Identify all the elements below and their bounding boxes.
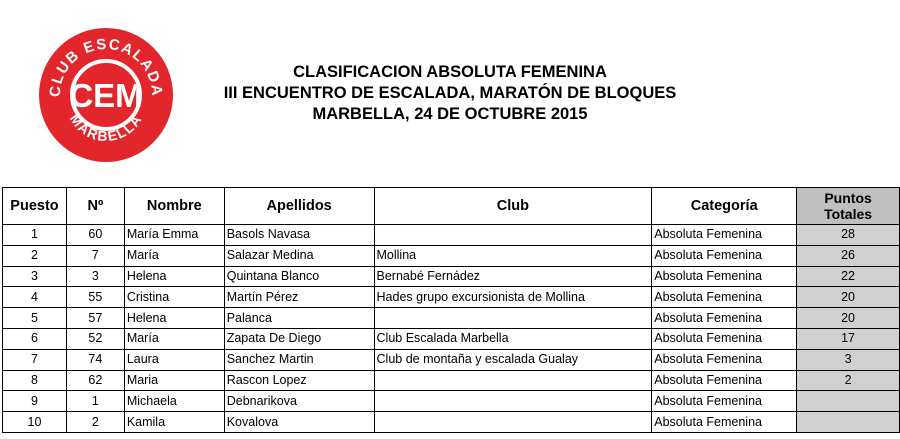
cell-apellidos: Debnarikova (224, 391, 374, 412)
cell-puntos: 20 (797, 308, 900, 329)
cell-apellidos: Kovalova (224, 412, 374, 433)
col-header-apellidos: Apellidos (224, 188, 374, 225)
cell-numero: 52 (66, 328, 124, 349)
cell-puntos: 26 (797, 245, 900, 266)
cell-puntos (797, 412, 900, 433)
cell-nombre: Michaela (124, 391, 224, 412)
cell-categoria: Absoluta Femenina (652, 391, 797, 412)
cell-puntos: 20 (797, 287, 900, 308)
table-row (3, 245, 900, 266)
cell-puesto: 10 (3, 412, 67, 433)
cell-categoria: Absoluta Femenina (652, 225, 797, 246)
cell-apellidos: Palanca (224, 308, 374, 329)
cell-club: Bernabé Fernádez (374, 266, 652, 287)
cell-numero: 57 (66, 308, 124, 329)
cell-puntos: 22 (797, 266, 900, 287)
table-row (3, 266, 900, 287)
cell-numero: 55 (66, 287, 124, 308)
cell-nombre: Cristina (124, 287, 224, 308)
cell-puesto: 5 (3, 308, 67, 329)
cell-puntos: 2 (797, 370, 900, 391)
cell-puesto: 8 (3, 370, 67, 391)
cell-puesto: 3 (3, 266, 67, 287)
table-row (3, 225, 900, 246)
cell-nombre: María (124, 328, 224, 349)
club-logo (38, 27, 174, 163)
col-header-puntos-line1: Puntos (824, 190, 872, 206)
cell-apellidos: Basols Navasa (224, 225, 374, 246)
cell-apellidos: Sanchez Martin (224, 349, 374, 370)
table-row (3, 412, 900, 433)
cell-nombre: Kamila (124, 412, 224, 433)
title-line-2: III ENCUENTRO DE ESCALADA, MARATÓN DE BLOQUES (223, 84, 677, 102)
col-header-numero: Nº (66, 188, 124, 225)
cell-apellidos: Zapata De Diego (224, 328, 374, 349)
cell-numero: 74 (66, 349, 124, 370)
cell-numero: 2 (66, 412, 124, 433)
table-row (3, 308, 900, 329)
col-header-puntos (797, 188, 900, 225)
cell-nombre: Laura (124, 349, 224, 370)
cell-categoria: Absoluta Femenina (652, 287, 797, 308)
logo-top-text: CLUB ESCALADA (46, 35, 166, 98)
logo-bottom-text: MARBELLA (66, 110, 146, 145)
cell-categoria: Absoluta Femenina (652, 370, 797, 391)
cell-categoria: Absoluta Femenina (652, 328, 797, 349)
cell-puntos: 3 (797, 349, 900, 370)
cell-nombre: Helena (124, 308, 224, 329)
cell-nombre: María (124, 245, 224, 266)
table-row (3, 349, 900, 370)
col-header-puntos-line2: Totales (824, 206, 873, 222)
cell-apellidos: Martín Pérez (224, 287, 374, 308)
col-header-categoria: Categoría (652, 188, 797, 225)
report-title (200, 62, 700, 125)
cell-club (374, 225, 652, 246)
cell-puesto: 1 (3, 225, 67, 246)
cell-apellidos: Salazar Medina (224, 245, 374, 266)
table-row (3, 287, 900, 308)
cell-numero: 60 (66, 225, 124, 246)
cell-puntos (797, 391, 900, 412)
ranking-table (2, 187, 900, 433)
title-line-3: MARBELLA, 24 DE OCTUBRE 2015 (312, 105, 588, 123)
col-header-nombre: Nombre (124, 188, 224, 225)
cell-nombre: Maria (124, 370, 224, 391)
cell-numero: 1 (66, 391, 124, 412)
table-header-row (3, 188, 900, 225)
cell-club (374, 370, 652, 391)
table-row (3, 370, 900, 391)
col-header-puesto: Puesto (3, 188, 67, 225)
cell-puesto: 6 (3, 328, 67, 349)
cell-club (374, 308, 652, 329)
cell-puesto: 7 (3, 349, 67, 370)
cell-nombre: María Emma (124, 225, 224, 246)
cell-club (374, 391, 652, 412)
col-header-club: Club (374, 188, 652, 225)
cell-nombre: Helena (124, 266, 224, 287)
table-row (3, 391, 900, 412)
cell-club: Club Escalada Marbella (374, 328, 652, 349)
cell-puntos: 17 (797, 328, 900, 349)
cell-club: Mollina (374, 245, 652, 266)
title-line-1: CLASIFICACION ABSOLUTA FEMENINA (293, 63, 607, 81)
cell-club (374, 412, 652, 433)
cell-puesto: 2 (3, 245, 67, 266)
cell-apellidos: Rascon Lopez (224, 370, 374, 391)
cell-categoria: Absoluta Femenina (652, 349, 797, 370)
cell-categoria: Absoluta Femenina (652, 266, 797, 287)
cell-apellidos: Quintana Blanco (224, 266, 374, 287)
cell-club: Hades grupo excursionista de Mollina (374, 287, 652, 308)
cell-puntos: 28 (797, 225, 900, 246)
cell-puesto: 9 (3, 391, 67, 412)
cell-club: Club de montaña y escalada Gualay (374, 349, 652, 370)
cell-categoria: Absoluta Femenina (652, 245, 797, 266)
cell-categoria: Absoluta Femenina (652, 412, 797, 433)
cell-numero: 7 (66, 245, 124, 266)
cell-numero: 62 (66, 370, 124, 391)
cell-puesto: 4 (3, 287, 67, 308)
logo-center-text: CEM (69, 77, 143, 114)
table-row (3, 328, 900, 349)
cell-categoria: Absoluta Femenina (652, 308, 797, 329)
cell-numero: 3 (66, 266, 124, 287)
